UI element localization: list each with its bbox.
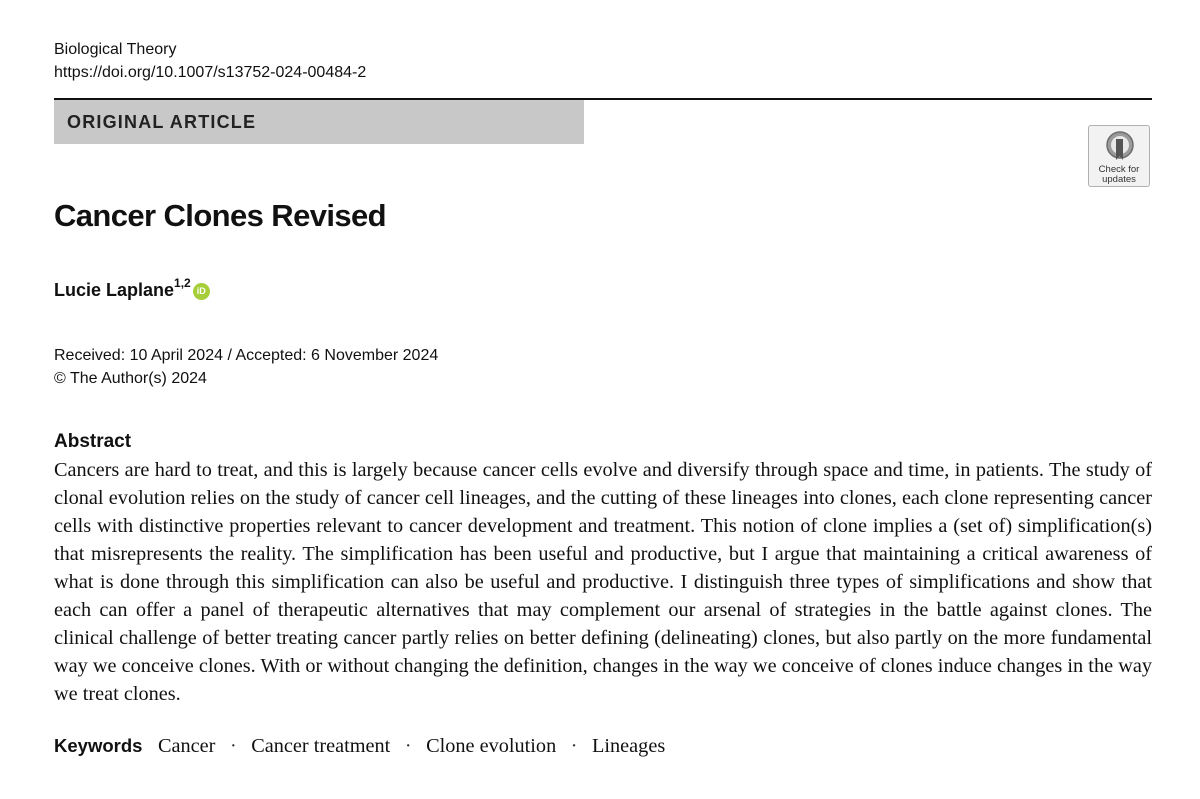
- author-line: [54, 278, 210, 301]
- author-affiliations: 1,2: [174, 276, 191, 290]
- orcid-icon[interactable]: iD: [193, 283, 210, 300]
- keyword-item: Clone evolution: [426, 735, 557, 757]
- article-type: ORIGINAL ARTICLE: [67, 112, 257, 132]
- abstract-text: Cancers are hard to treat, and this is largely because cancer cells evolve and diversify through space and time, in patients. The study of clonal evolution relies on the study of cancer cell lineages, and the cutting of these lineages into clones, each clone representing cancer cells with distinctive properties relevant to cancer development and treatment. This notion of clone implies a (set of) simplification(s) that misrepresents the reality. The simplification has been useful and productive, but I argue that maintaining a critical awareness of what is done through this simplification can also be useful and productive. I distinguish three types of simplifications and show that each can offer a panel of therapeutic alternatives that may complement our arsenal of strategies in the battle against clones. The clinical challenge of better treating cancer partly relies on better defining (delineating) clones, but also partly on the more fundamental way we conceive clones. With or without changing the definition, changes in the way we conceive of clones induce changes in the way we treat clones.: [54, 459, 1152, 705]
- journal-name: Biological Theory: [54, 41, 177, 58]
- doi-link[interactable]: https://doi.org/10.1007/s13752-024-00484-2: [54, 64, 367, 81]
- keywords-label: Keywords: [54, 735, 143, 756]
- author-name[interactable]: Lucie Laplane: [54, 280, 175, 300]
- keyword-separator: ·: [404, 735, 412, 757]
- article-type-banner: [54, 100, 584, 144]
- article-title: Cancer Clones Revised: [54, 198, 386, 233]
- crossmark-icon: [1105, 130, 1135, 164]
- journal-header: [54, 38, 366, 84]
- keywords-line: [54, 735, 665, 758]
- keyword-separator: ·: [229, 735, 237, 757]
- publication-dates: [54, 344, 438, 390]
- copyright: © The Author(s) 2024: [54, 370, 207, 387]
- keyword-item: Cancer: [157, 735, 216, 757]
- keyword-item: Lineages: [592, 735, 666, 757]
- keyword-separator: ·: [570, 735, 578, 757]
- check-updates-label: Check for updates: [1098, 164, 1140, 185]
- keyword-item: Cancer treatment: [251, 735, 391, 757]
- received-accepted: Received: 10 April 2024 / Accepted: 6 November 2024: [54, 347, 439, 364]
- check-for-updates-button[interactable]: [1088, 125, 1150, 187]
- abstract-heading: Abstract: [54, 431, 132, 452]
